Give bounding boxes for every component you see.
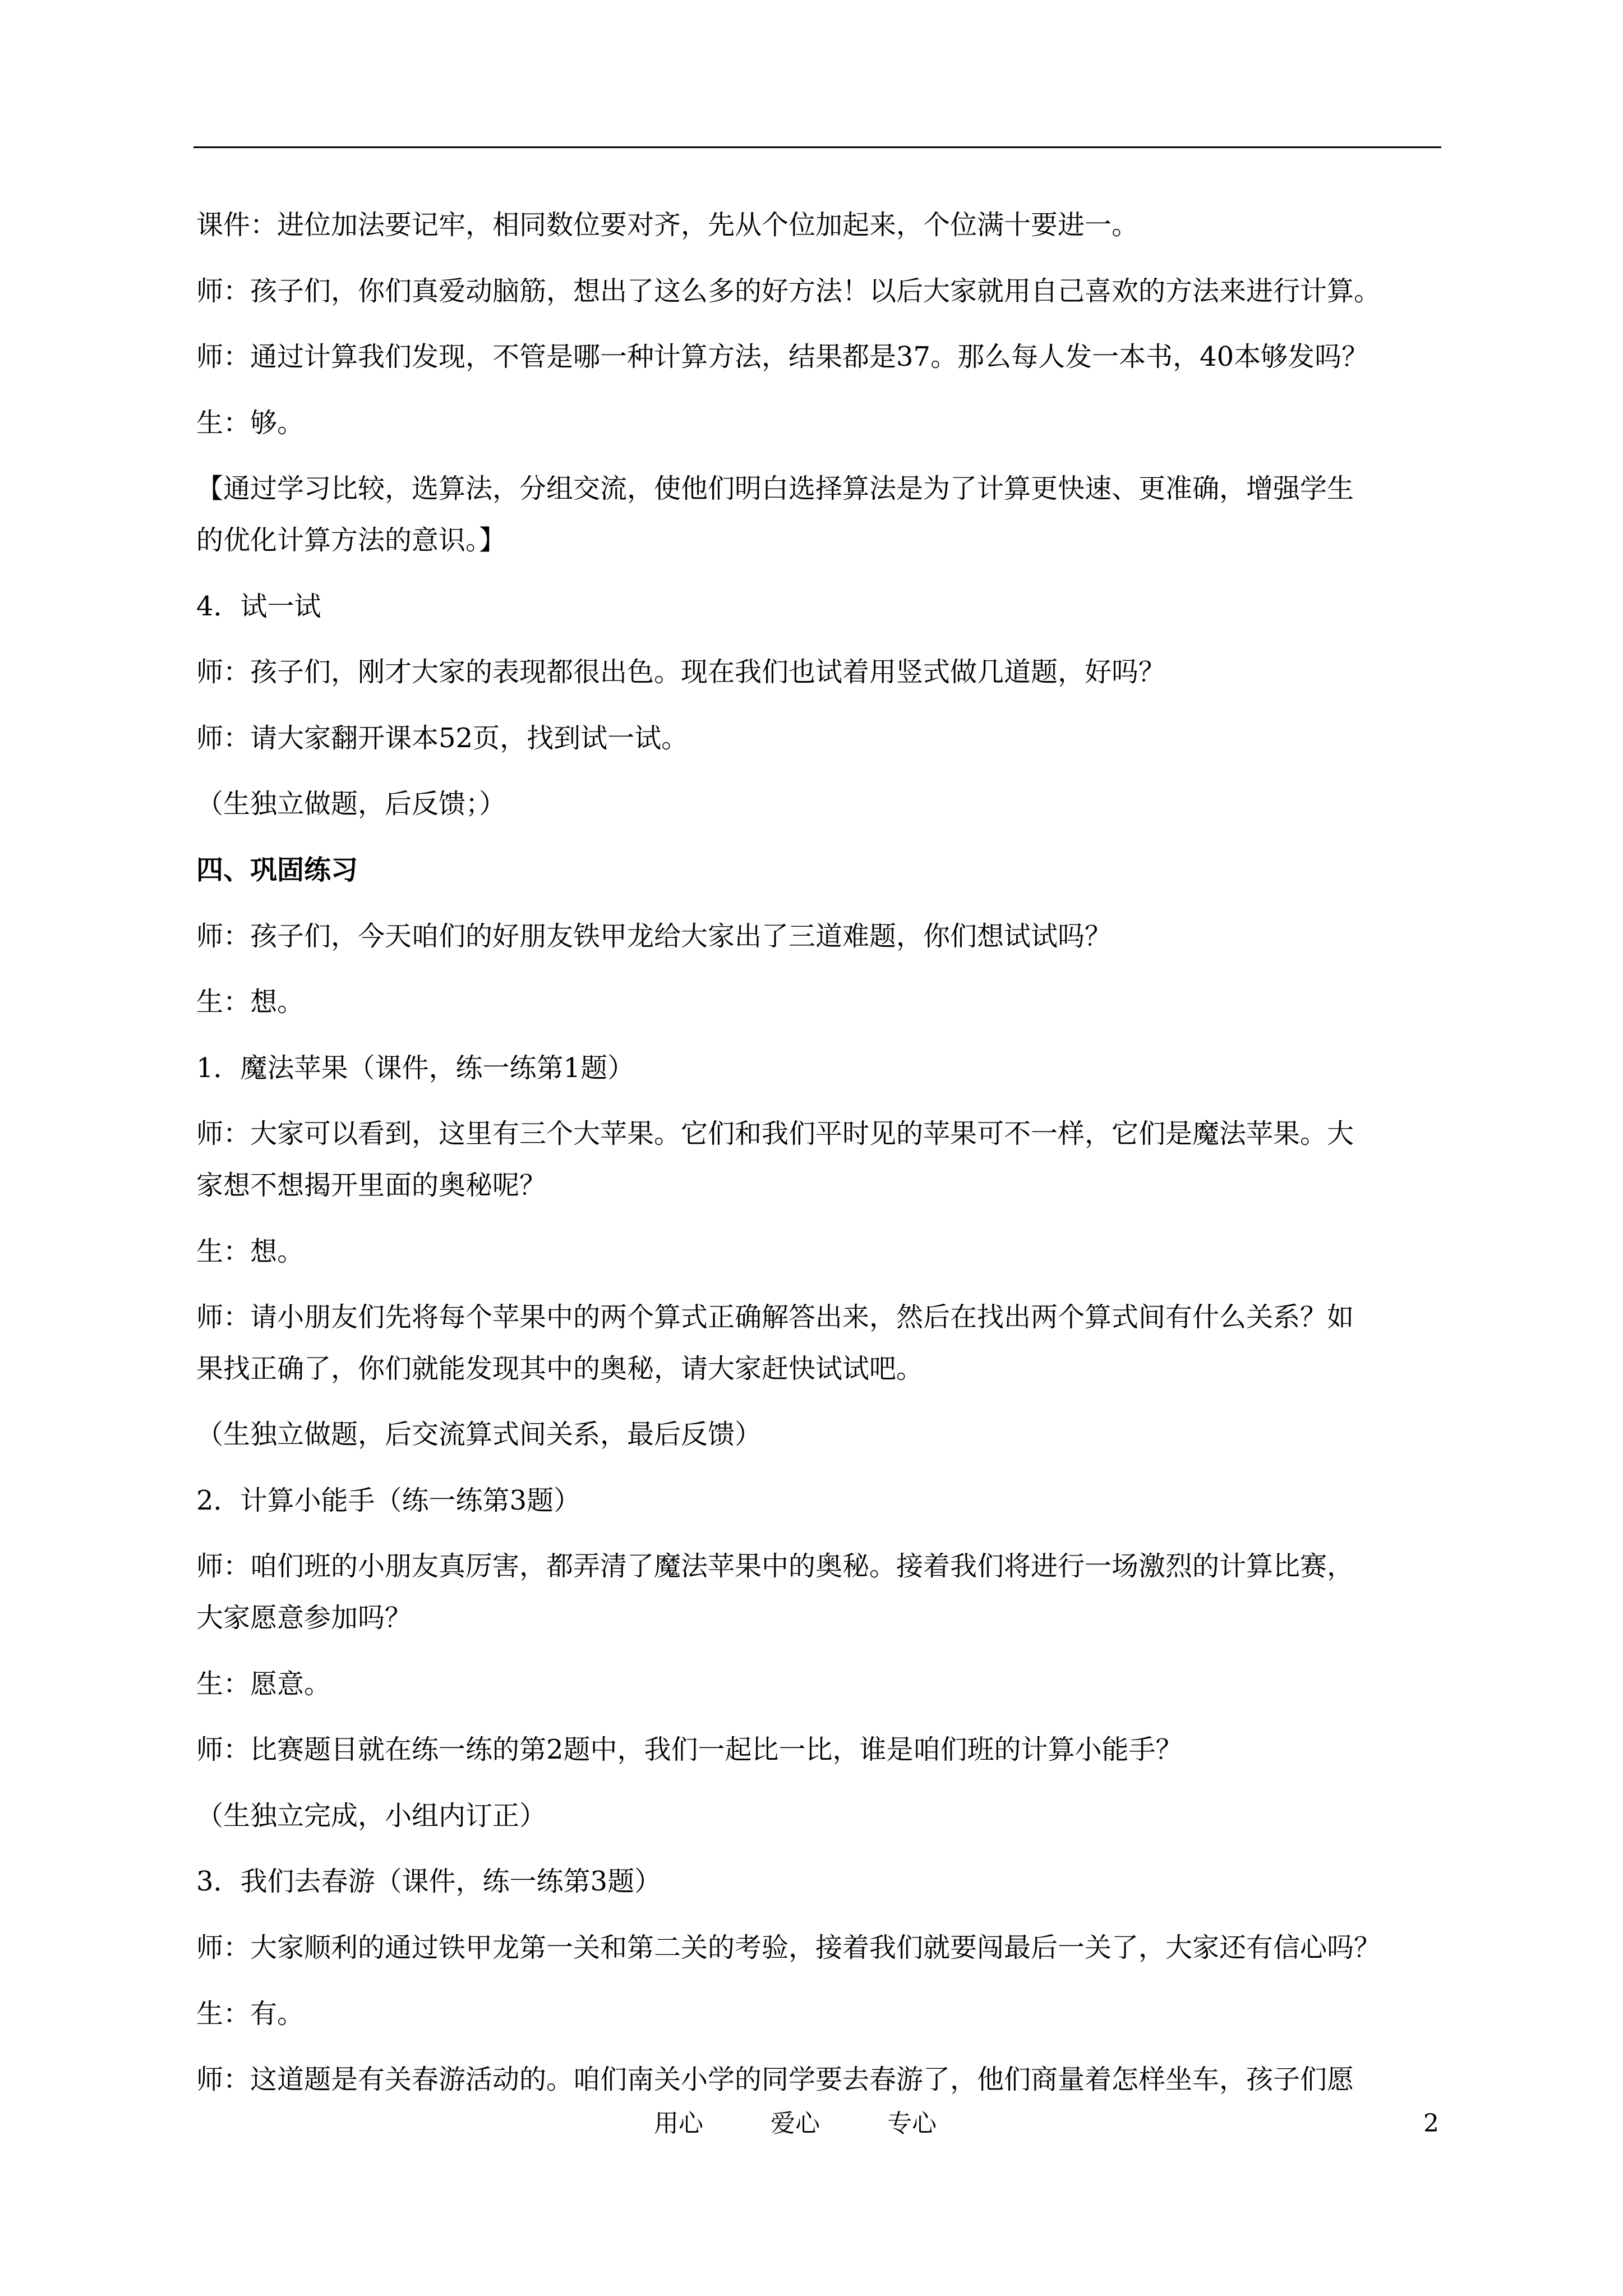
- text-line: 果找正确了，你们就能发现其中的奥秘，请大家赶快试试吧。: [196, 1352, 924, 1384]
- text-line: 4．试一试: [196, 590, 321, 622]
- text-line: 师：孩子们，你们真爱动脑筋，想出了这么多的好方法！以后大家就用自己喜欢的方法来进行计算。: [196, 275, 1381, 307]
- text-line: 师：这道题是有关春游活动的。咱们南关小学的同学要去春游了，他们商量着怎样坐车，孩子们愿: [196, 2064, 1354, 2096]
- text-line: 师：孩子们，今天咱们的好朋友铁甲龙给大家出了三道难题，你们想试试吗？: [196, 920, 1112, 952]
- footer-motto: 用心: [654, 2109, 703, 2138]
- text-line: 生：够。: [196, 407, 305, 439]
- text-line: （生独立完成，小组内订正）: [196, 1800, 547, 1832]
- text-line: 大家愿意参加吗？: [196, 1602, 412, 1634]
- text-line: 【通过学习比较，选算法，分组交流，使他们明白选择算法是为了计算更快速、更准确，增强学生: [196, 473, 1354, 505]
- text-line: 生：有。: [196, 1998, 305, 2030]
- text-line: 师：大家可以看到，这里有三个大苹果。它们和我们平时见的苹果可不一样，它们是魔法苹果。大: [196, 1118, 1354, 1150]
- text-line: 2．计算小能手（练一练第3题）: [196, 1484, 581, 1516]
- text-line: 师：比赛题目就在练一练的第2题中，我们一起比一比，谁是咱们班的计算小能手？: [196, 1734, 1183, 1766]
- text-line: 课件：进位加法要记牢，相同数位要对齐，先从个位加起来，个位满十要进一。: [196, 209, 1139, 241]
- text-line: （生独立做题，后反馈；）: [196, 788, 506, 820]
- text-line: 3．我们去春游（课件，练一练第3题）: [196, 1866, 662, 1898]
- page-footer: [0, 2106, 1623, 2141]
- footer-mottos: [654, 2106, 1004, 2141]
- text-line: 的优化计算方法的意识。】: [196, 524, 506, 556]
- section-heading: 四、巩固练习: [196, 854, 358, 886]
- footer-motto: 爱心: [771, 2109, 820, 2138]
- text-line: 家想不想揭开里面的奥秘呢？: [196, 1169, 547, 1201]
- text-line: 生：想。: [196, 986, 305, 1018]
- text-line: 师：咱们班的小朋友真厉害，都弄清了魔法苹果中的奥秘。接着我们将进行一场激烈的计算比赛，: [196, 1550, 1354, 1582]
- text-line: 师：大家顺利的通过铁甲龙第一关和第二关的考验，接着我们就要闯最后一关了，大家还有信心吗？: [196, 1932, 1381, 1964]
- page-number: 2: [1423, 2109, 1439, 2138]
- footer-motto: 专心: [887, 2109, 937, 2138]
- text-line: 师：通过计算我们发现，不管是哪一种计算方法，结果都是37。那么每人发一本书，40本够发吗？: [196, 341, 1369, 373]
- text-line: 生：愿意。: [196, 1668, 331, 1700]
- text-line: 1．魔法苹果（课件，练一练第1题）: [196, 1052, 635, 1084]
- text-line: 师：孩子们，刚才大家的表现都很出色。现在我们也试着用竖式做几道题，好吗？: [196, 656, 1166, 688]
- header-rule: [193, 146, 1441, 148]
- text-line: 生：想。: [196, 1235, 305, 1267]
- text-line: 师：请小朋友们先将每个苹果中的两个算式正确解答出来，然后在找出两个算式间有什么关系？如: [196, 1301, 1354, 1333]
- text-line: （生独立做题，后交流算式间关系，最后反馈）: [196, 1419, 762, 1451]
- text-line: 师：请大家翻开课本52页，找到试一试。: [196, 722, 689, 754]
- document-body: [196, 208, 1442, 2128]
